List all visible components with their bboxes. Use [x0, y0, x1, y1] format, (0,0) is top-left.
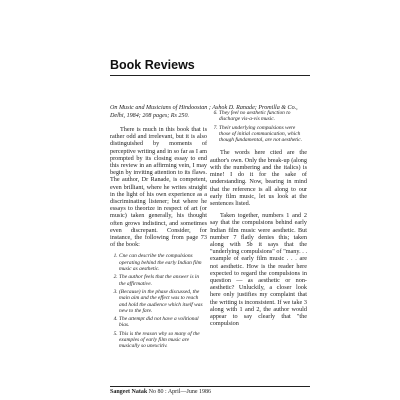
section-title: Book Reviews — [110, 58, 195, 72]
issue-info: No 80 : April—June 1986 — [148, 389, 212, 395]
numbered-notes-continued — [210, 110, 307, 143]
book-citation: On Music and Musicians of Hindoostan ; Ashok D. Ranade; Promilla & Co., Delhi, 1984; 208 pages; Rs 250. — [110, 105, 298, 120]
note-item: 7. Their underlying compulsions were those of initial communication, which though fundamental, are not aesthetic. — [219, 125, 307, 144]
note-item: 1. Cne can describe the compulsions operating behind the early Indian film music as aesthetic. — [119, 253, 207, 272]
note-item: 3. (Because) in the phase discussed, the main aim and the effect was to reach and hold the audience which itself was new to the fare. — [119, 289, 207, 314]
body-paragraph: There is much in this book that is rather odd and irrelevant, but it is also distinguished by moments of perceptive writing and in so far as I am prompted by its closing essay to end this review in an affirming vein, I may begin by inviting attention to its flaws. The author, Dr Ranade, is competent, even brilliant, where he writes straight in the light of his own experience as a discriminating listener; but where he essays to theorize in respect of art (or music) taken generally, his thought often grows indistinct, and sometimes even discrepant. Consider, for instance, the following from page 73 of the book: — [110, 126, 207, 249]
left-column — [110, 126, 207, 352]
note-item: 6. They feel no aesthetic function to discharge vis-a-vis music. — [219, 110, 307, 123]
body-paragraph: The words here cited are the author's own. Only the break-up (along with the numbering and the italics) is mine! I do it for the sake of understanding. Now, bearing in mind that the reference is all along to our early film music, let us look at the sentences listed. — [210, 149, 307, 207]
body-paragraph: Taken together, numbers 1 and 2 say that the compulsions behind early Indian film music were aesthetic. But number 7 flatly denies this; taken along with 5b it says that the "underlying compulsions" of "many. . . example of early film music . . . are not aesthetic. How is the reader here expected to regard the compulsions in question — as aesthetic or non-aesthetic? Unluckily, a closer look here only justifies my complaint that the writing is inconsistent. If we take 3 along with 1 and 2, the author would appear to say clearly that "the compulsion — [210, 212, 307, 328]
footer-rule — [110, 386, 310, 387]
right-column — [210, 110, 307, 332]
note-item: 4. The attempt did not have a volitional bias. — [119, 316, 207, 329]
page-footer — [110, 388, 211, 396]
numbered-notes — [110, 253, 207, 349]
journal-name: Sangeet Natak — [110, 389, 148, 395]
note-item: 5. This is the reason why so many of the examples of early film music are musically so unexcitiv. — [119, 331, 207, 350]
note-item: 2. The author feels that the answer is in the affirmative. — [119, 274, 207, 287]
title-rule — [110, 75, 310, 76]
